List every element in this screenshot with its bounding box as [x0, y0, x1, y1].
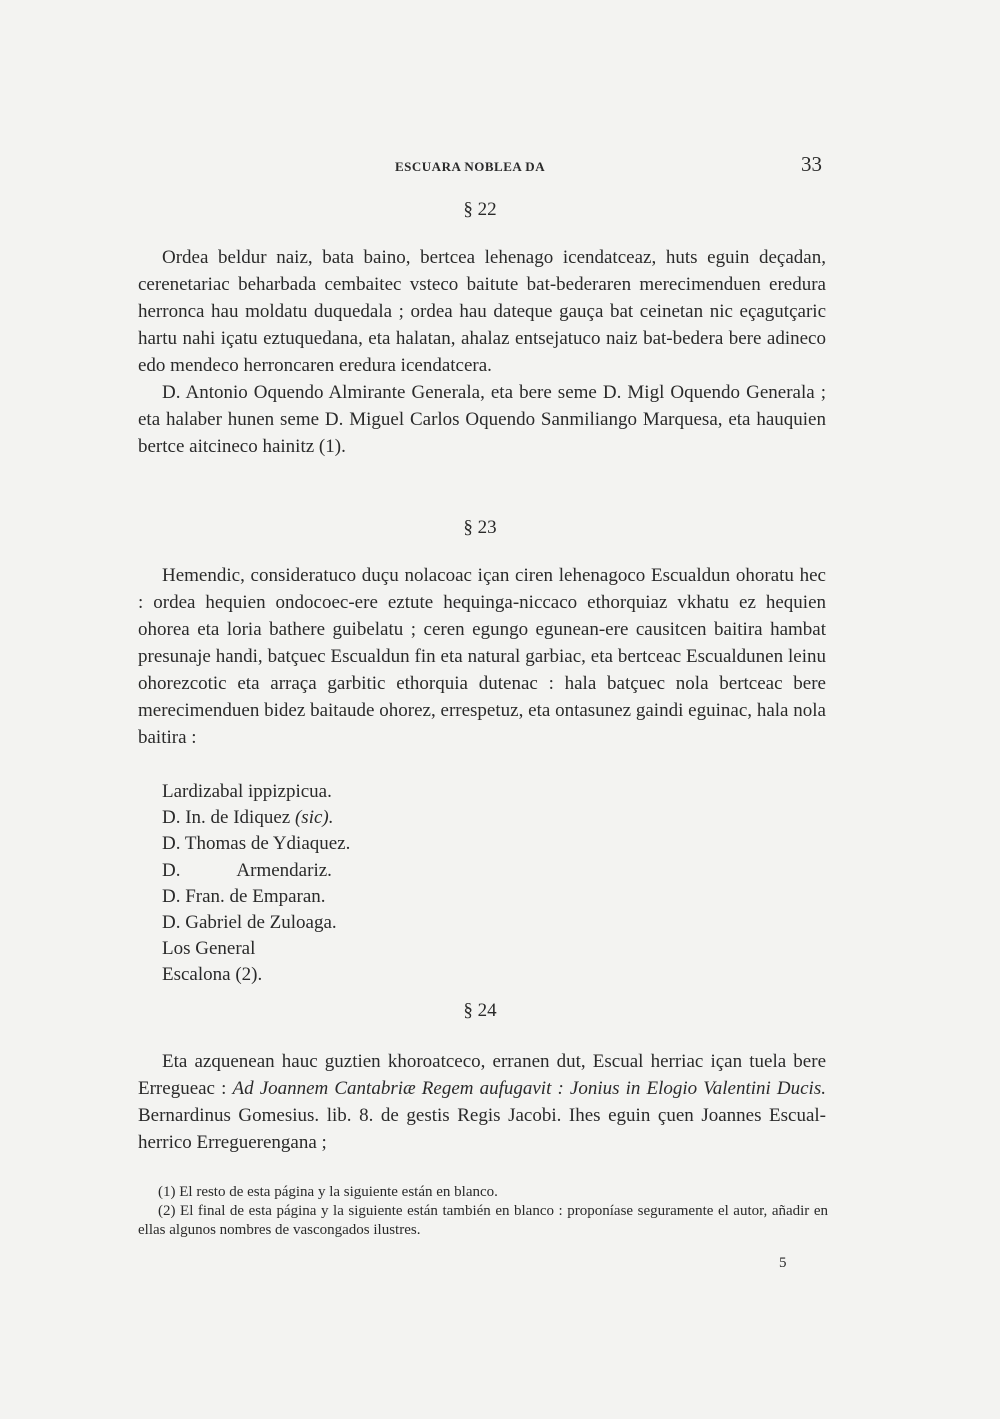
- list-item: D. Fran. de Emparan.: [162, 885, 326, 907]
- running-title: ESCUARA NOBLEA DA: [395, 159, 546, 174]
- page-number: 33: [801, 152, 822, 176]
- section-22-heading: § 22: [463, 199, 497, 220]
- list-item: Los General: [162, 938, 256, 960]
- section-22-paragraph-2: D. Antonio Oquendo Almirante Generala, eta bere seme D. Migl Oquendo Generala ; eta halaber hunen seme D. Miguel Carlos Oquendo Sanmiliango Marquesa, eta hauquien bertce aitcineco hainitz (1).: [138, 382, 826, 457]
- list-item: D. In. de Idiquez (sic).: [162, 807, 334, 829]
- section-22-paragraph-1: Ordea beldur naiz, bata baino, bertcea lehenago icendatceaz, huts eguin deçadan, cerenetariac beharbada cembaitec vsteco baitute bat-bederaren merecimenduen eredura herronca hau moldatu duquedala ; ordea hau dateque gauça bat ceinetan nic eçagutçaric hartu nahi içatu eztuquedana, eta halatan, ahalaz entsejatuco naiz bat-bedera bere adineco edo mendeco herroncaren eredura icendatcera.: [138, 247, 826, 376]
- section-24-heading: § 24: [463, 1000, 497, 1021]
- section-24-paragraph-1: Eta azquenean hauc guztien khoroatceco, erranen dut, Escual herriac içan tuela bere Erregueac : Ad Joannem Cantabriæ Regem aufugavit : Jonius in Elogio Valentini Ducis. Bernardinus Gomesius. lib. 8. de gestis Regis Jacobi. Ihes eguin çuen Joannes Escual-herrico Erreguerengana ;: [138, 1051, 826, 1153]
- list-item: Escalona (2).: [162, 964, 263, 986]
- names-list: [162, 779, 350, 989]
- list-item: D. Armendariz.: [162, 859, 332, 881]
- section-23-body: [138, 562, 826, 751]
- footnote-1: (1) El resto de esta página y la siguiente están en blanco.: [158, 1184, 498, 1200]
- footnote-2: (2) El final de esta página y la siguiente están también en blanco : proponíase seguramente el autor, añadir en ellas algunos nombres de vascongados ilustres.: [138, 1203, 828, 1238]
- section-24-body: [138, 1048, 826, 1156]
- sic-note: (sic).: [294, 807, 334, 829]
- signature-mark: 5: [779, 1255, 787, 1271]
- section-22-body: [138, 244, 826, 460]
- section-23-heading: § 23: [463, 517, 497, 538]
- section-23-paragraph-1: Hemendic, consideratuco duçu nolacoac içan ciren lehenagoco Escualdun ohoratu hec : ordea hequien ondocoec-ere eztute hequinga-niccaco ethorquiaz vkhatu ez hequien ohorea eta loria bathere guibelatu ; ceren egungo egunean-ere causitcen baitira hambat presunaje handi, batçuec Escualdun fin eta natural garbiac, eta bertceac Escualdunen leinu ohorezcotic eta arraça garbitic ethorquia dutenac : hala batçuec nola bertceac bere merecimenduen bidez baitaude ohorez, errespetuz, eta ontasunez gaindi eguinac, hala nola baitira :: [138, 565, 826, 748]
- list-item: D. Thomas de Ydiaquez.: [162, 833, 351, 855]
- list-item: Lardizabal ippizpicua.: [162, 781, 332, 802]
- latin-quote: Ad Joannem Cantabriæ Regem aufugavit : Jonius in Elogio Valentini Ducis.: [232, 1078, 826, 1099]
- footnotes: [138, 1183, 828, 1240]
- list-item: D. Gabriel de Zuloaga.: [162, 912, 337, 934]
